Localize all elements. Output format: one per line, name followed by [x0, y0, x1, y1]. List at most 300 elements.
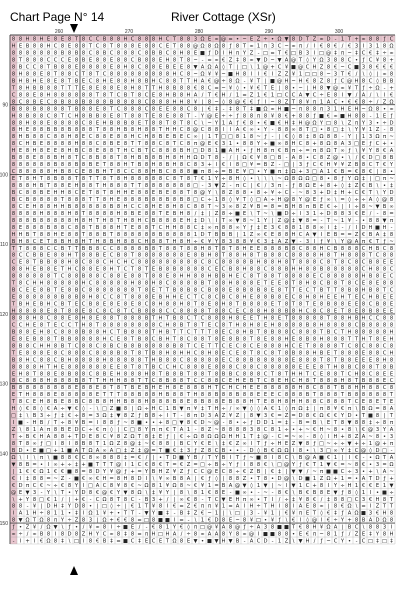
- svg-text:▼: ▼: [242, 406, 247, 413]
- svg-text:8: 8: [151, 238, 156, 245]
- svg-text:▼: ▼: [144, 510, 149, 517]
- svg-text:C: C: [60, 322, 65, 329]
- svg-text:8: 8: [67, 350, 72, 357]
- svg-text:C: C: [277, 392, 282, 399]
- svg-text:H: H: [123, 176, 128, 183]
- svg-text:8: 8: [263, 385, 268, 392]
- svg-text:8: 8: [158, 71, 163, 78]
- svg-text:C: C: [130, 538, 135, 545]
- svg-text:C: C: [186, 162, 191, 169]
- svg-text:8: 8: [193, 266, 198, 273]
- svg-text:B: B: [53, 162, 58, 169]
- svg-text:8: 8: [158, 273, 163, 280]
- svg-text:A: A: [389, 454, 394, 461]
- svg-text:Ω: Ω: [130, 434, 135, 441]
- svg-text:8: 8: [144, 183, 149, 189]
- svg-text:T: T: [144, 378, 149, 385]
- svg-text:8: 8: [88, 203, 93, 210]
- svg-text:E: E: [25, 203, 30, 210]
- svg-text:8: 8: [249, 113, 254, 120]
- svg-text:8: 8: [207, 399, 212, 406]
- svg-text:C: C: [186, 440, 191, 447]
- svg-text:8: 8: [172, 148, 177, 155]
- svg-text:B: B: [207, 287, 212, 294]
- svg-text:◊: ◊: [376, 78, 379, 85]
- svg-text:8: 8: [375, 322, 380, 329]
- svg-text:C: C: [67, 322, 72, 329]
- svg-text:8: 8: [263, 259, 268, 266]
- svg-text:€: €: [193, 85, 198, 92]
- svg-text:8: 8: [256, 322, 261, 329]
- svg-text:8: 8: [186, 196, 191, 203]
- svg-text:C: C: [186, 203, 191, 210]
- svg-text:+: +: [389, 57, 394, 64]
- svg-text:÷: ÷: [340, 440, 345, 447]
- svg-text:B: B: [81, 420, 86, 427]
- svg-text:□: □: [312, 169, 317, 176]
- svg-text:8: 8: [382, 252, 387, 259]
- svg-text:E: E: [60, 364, 65, 371]
- svg-text:▼: ▼: [347, 440, 352, 447]
- svg-text:3: 3: [263, 524, 268, 531]
- svg-text:T: T: [214, 134, 219, 141]
- svg-text:B: B: [221, 482, 226, 489]
- svg-text:Ω: Ω: [305, 183, 310, 189]
- svg-text:8: 8: [102, 203, 107, 210]
- svg-text:B: B: [109, 203, 114, 210]
- svg-text:8: 8: [179, 343, 184, 350]
- svg-text:E: E: [333, 308, 338, 315]
- svg-text:8: 8: [144, 294, 149, 301]
- svg-text:T: T: [312, 392, 317, 399]
- svg-text:■: ■: [235, 210, 240, 217]
- svg-text:I: I: [54, 440, 57, 447]
- svg-text:8: 8: [109, 280, 114, 287]
- svg-text:Y: Y: [291, 461, 296, 468]
- svg-text:8: 8: [151, 308, 156, 315]
- svg-text:8: 8: [95, 280, 100, 287]
- svg-text:Y: Y: [354, 127, 359, 134]
- svg-text:Ω: Ω: [102, 413, 107, 420]
- svg-text:A: A: [340, 141, 345, 148]
- svg-text:B: B: [144, 78, 149, 85]
- svg-text:D: D: [263, 57, 268, 64]
- svg-text:€: €: [354, 454, 359, 461]
- svg-text:=: =: [81, 468, 86, 475]
- svg-text:8: 8: [382, 43, 387, 50]
- svg-text:E: E: [60, 287, 65, 294]
- svg-text:ƒ: ƒ: [278, 517, 281, 524]
- svg-text:H: H: [25, 141, 30, 148]
- svg-text:E: E: [382, 378, 387, 385]
- svg-text:8: 8: [67, 294, 72, 301]
- svg-text:Y: Y: [95, 531, 100, 538]
- svg-text:E: E: [137, 43, 142, 50]
- svg-text:8: 8: [368, 36, 373, 43]
- svg-text:@: @: [115, 461, 122, 468]
- svg-text:8: 8: [39, 113, 44, 120]
- svg-text:€: €: [207, 489, 212, 496]
- svg-text:T: T: [109, 385, 114, 392]
- svg-text:C: C: [221, 266, 226, 273]
- svg-text:~: ~: [333, 217, 338, 224]
- svg-text:8: 8: [214, 252, 219, 259]
- svg-text:8: 8: [39, 322, 44, 329]
- svg-text:T: T: [305, 301, 310, 308]
- svg-text:3: 3: [368, 510, 373, 517]
- svg-text:A: A: [228, 482, 233, 489]
- svg-text:Ω: Ω: [354, 510, 359, 517]
- svg-text:E: E: [39, 238, 44, 245]
- svg-text:8: 8: [235, 280, 240, 287]
- svg-text:B: B: [102, 231, 107, 238]
- svg-text:H: H: [193, 78, 198, 85]
- svg-text:C: C: [284, 92, 289, 99]
- svg-text:Ω: Ω: [375, 85, 380, 92]
- svg-text:I: I: [243, 503, 246, 510]
- svg-text:€: €: [242, 468, 247, 475]
- svg-text:8: 8: [11, 50, 16, 57]
- svg-text:8: 8: [11, 266, 16, 273]
- svg-text:C: C: [95, 141, 100, 148]
- svg-text:8: 8: [88, 336, 93, 343]
- svg-text:∞: ∞: [249, 43, 254, 50]
- svg-text:8: 8: [186, 308, 191, 315]
- svg-text:~: ~: [368, 434, 373, 441]
- svg-text:-: -: [145, 524, 148, 531]
- svg-text:▼: ▼: [375, 203, 380, 210]
- svg-text:1: 1: [333, 106, 338, 113]
- svg-text:E: E: [179, 64, 184, 71]
- svg-text:C: C: [109, 50, 114, 57]
- svg-text:8: 8: [81, 141, 86, 148]
- svg-text:T: T: [249, 434, 254, 441]
- svg-text:E: E: [95, 85, 100, 92]
- svg-text:C: C: [109, 294, 114, 301]
- svg-text:E: E: [151, 189, 156, 196]
- svg-text:B: B: [340, 169, 345, 176]
- svg-text:I: I: [215, 217, 218, 224]
- svg-text:8: 8: [18, 308, 23, 315]
- svg-text:Y: Y: [263, 127, 268, 134]
- svg-text:E: E: [67, 427, 72, 434]
- svg-text:H: H: [137, 127, 142, 134]
- svg-text:8: 8: [172, 189, 177, 196]
- svg-text:E: E: [32, 329, 37, 336]
- svg-text:8: 8: [53, 343, 58, 350]
- svg-text:•: •: [249, 489, 254, 496]
- svg-text:▼: ▼: [11, 461, 16, 468]
- svg-text:E: E: [242, 378, 247, 385]
- svg-text:D: D: [298, 413, 303, 420]
- svg-text:T: T: [326, 287, 331, 294]
- svg-text:8: 8: [158, 350, 163, 357]
- svg-text:T: T: [130, 510, 135, 517]
- svg-text:8: 8: [165, 266, 170, 273]
- svg-text:H: H: [158, 392, 163, 399]
- svg-text:•: •: [200, 538, 205, 545]
- svg-text:E: E: [319, 203, 324, 210]
- svg-text:Y: Y: [144, 427, 149, 434]
- svg-text:E: E: [361, 210, 366, 217]
- svg-text:8: 8: [18, 36, 23, 43]
- svg-text:ƒ: ƒ: [320, 196, 323, 203]
- svg-text:E: E: [375, 399, 380, 406]
- svg-text:8: 8: [116, 43, 121, 50]
- svg-text:8: 8: [305, 399, 310, 406]
- svg-text:E: E: [361, 531, 366, 538]
- svg-text:€: €: [361, 231, 366, 238]
- svg-text:C: C: [137, 50, 142, 57]
- svg-text:T: T: [207, 203, 212, 210]
- svg-text:-: -: [271, 538, 274, 545]
- svg-text:8: 8: [221, 189, 226, 196]
- svg-text:B: B: [81, 245, 86, 252]
- svg-text:◊: ◊: [320, 510, 323, 517]
- svg-text:8: 8: [179, 378, 184, 385]
- svg-text:8: 8: [277, 231, 282, 238]
- svg-text:8: 8: [102, 57, 107, 64]
- svg-text:B: B: [291, 350, 296, 357]
- svg-text:H: H: [389, 350, 394, 357]
- svg-text:H: H: [32, 176, 37, 183]
- svg-text:1: 1: [256, 92, 261, 99]
- svg-text:H: H: [102, 78, 107, 85]
- svg-text:8: 8: [375, 36, 380, 43]
- svg-text:÷: ÷: [74, 413, 79, 420]
- svg-text:T: T: [291, 301, 296, 308]
- svg-text:€: €: [74, 454, 79, 461]
- svg-text:8: 8: [207, 392, 212, 399]
- svg-text:8: 8: [305, 385, 310, 392]
- svg-text:3: 3: [95, 413, 100, 420]
- svg-text:€: €: [95, 427, 100, 434]
- svg-text:B: B: [25, 434, 30, 441]
- svg-text:8: 8: [144, 252, 149, 259]
- svg-text:∞: ∞: [109, 531, 114, 538]
- svg-text:ƒ: ƒ: [306, 162, 309, 169]
- svg-text:A: A: [74, 447, 79, 454]
- svg-text:C: C: [67, 224, 72, 231]
- svg-text:C: C: [109, 252, 114, 259]
- svg-text:8: 8: [88, 399, 93, 406]
- svg-text:8: 8: [137, 322, 142, 329]
- svg-text:◊: ◊: [320, 434, 323, 441]
- svg-text:E: E: [312, 273, 317, 280]
- svg-text:B: B: [25, 113, 30, 120]
- svg-text:8: 8: [340, 301, 345, 308]
- svg-text:E: E: [207, 440, 212, 447]
- svg-text:8: 8: [375, 266, 380, 273]
- svg-text:T: T: [291, 280, 296, 287]
- svg-text:ƒ: ƒ: [124, 468, 127, 475]
- svg-text:8: 8: [67, 120, 72, 127]
- svg-text:8: 8: [333, 266, 338, 273]
- svg-text:H: H: [354, 78, 359, 85]
- svg-text:3: 3: [39, 413, 44, 420]
- svg-text:|: |: [355, 134, 358, 141]
- svg-text:8: 8: [382, 315, 387, 322]
- svg-text:8: 8: [312, 78, 317, 85]
- svg-text:C: C: [158, 322, 163, 329]
- svg-text:■: ■: [123, 538, 128, 545]
- svg-text:1: 1: [375, 43, 380, 50]
- svg-text:ƒ: ƒ: [341, 531, 344, 538]
- svg-text:B: B: [354, 162, 359, 169]
- svg-text:C: C: [81, 427, 86, 434]
- svg-text:E: E: [109, 134, 114, 141]
- svg-text:8: 8: [39, 203, 44, 210]
- svg-text:@: @: [192, 43, 199, 50]
- svg-text:3: 3: [200, 162, 205, 169]
- svg-text:E: E: [256, 245, 261, 252]
- svg-text:C: C: [354, 364, 359, 371]
- svg-text:B: B: [158, 357, 163, 364]
- svg-text:E: E: [354, 308, 359, 315]
- svg-text:T: T: [74, 245, 79, 252]
- svg-text:A: A: [39, 427, 44, 434]
- svg-text:T: T: [305, 343, 310, 350]
- svg-text:H: H: [277, 259, 282, 266]
- svg-text:8: 8: [39, 245, 44, 252]
- svg-text:A: A: [263, 196, 268, 203]
- svg-text:T: T: [375, 238, 380, 245]
- svg-text:C: C: [200, 315, 205, 322]
- svg-text:H: H: [249, 503, 254, 510]
- svg-text:T: T: [277, 273, 282, 280]
- svg-text:8: 8: [207, 99, 212, 106]
- svg-text:E: E: [11, 294, 16, 301]
- svg-text:-: -: [271, 434, 274, 441]
- svg-text:H: H: [312, 64, 317, 71]
- svg-text:D: D: [67, 531, 72, 538]
- svg-text:@: @: [129, 440, 136, 447]
- svg-text:C: C: [74, 189, 79, 196]
- svg-text:÷: ÷: [319, 92, 324, 99]
- svg-text:8: 8: [263, 155, 268, 162]
- svg-text:C: C: [235, 343, 240, 350]
- svg-text:8: 8: [123, 287, 128, 294]
- svg-text:Ω: Ω: [235, 78, 240, 85]
- svg-text:•: •: [375, 120, 380, 127]
- svg-text:8: 8: [354, 461, 359, 468]
- svg-text:8: 8: [39, 315, 44, 322]
- svg-text:€: €: [256, 85, 261, 92]
- svg-text:ƒ: ƒ: [54, 413, 57, 420]
- svg-text:C: C: [305, 287, 310, 294]
- svg-text:8: 8: [284, 329, 289, 336]
- svg-text:8: 8: [375, 434, 380, 441]
- svg-text:C: C: [81, 155, 86, 162]
- svg-text:C: C: [256, 538, 261, 545]
- svg-text:•: •: [18, 524, 23, 531]
- svg-text:8: 8: [361, 78, 366, 85]
- svg-text:8: 8: [186, 50, 191, 57]
- svg-text:‡: ‡: [110, 413, 113, 420]
- svg-text:1: 1: [207, 176, 212, 183]
- svg-text:|: |: [173, 434, 176, 441]
- svg-text:I: I: [299, 210, 302, 217]
- svg-text:8: 8: [228, 420, 233, 427]
- svg-text:1: 1: [270, 510, 275, 517]
- svg-text:\: \: [292, 538, 295, 545]
- svg-text:1: 1: [186, 427, 191, 434]
- svg-text:H: H: [151, 78, 156, 85]
- svg-text:B: B: [39, 183, 44, 189]
- svg-text:E: E: [137, 210, 142, 217]
- svg-text:C: C: [130, 169, 135, 176]
- svg-text:8: 8: [81, 336, 86, 343]
- svg-text:C: C: [368, 371, 373, 378]
- svg-text:8: 8: [277, 489, 282, 496]
- svg-text:|: |: [271, 482, 274, 489]
- svg-text:8: 8: [53, 427, 58, 434]
- svg-text:C: C: [354, 322, 359, 329]
- svg-text:8: 8: [326, 134, 331, 141]
- svg-text:1: 1: [354, 482, 359, 489]
- svg-text:8: 8: [32, 169, 37, 176]
- svg-text:H: H: [81, 315, 86, 322]
- svg-text:Ω: Ω: [382, 517, 387, 524]
- svg-text:8: 8: [137, 106, 142, 113]
- svg-text:8: 8: [158, 343, 163, 350]
- svg-text:8: 8: [368, 322, 373, 329]
- svg-text:T: T: [116, 266, 121, 273]
- svg-text:Z: Z: [326, 155, 331, 162]
- svg-text:C: C: [81, 120, 86, 127]
- svg-text:8: 8: [32, 392, 37, 399]
- svg-text:∞: ∞: [326, 196, 331, 203]
- svg-text:8: 8: [305, 357, 310, 364]
- svg-text:÷: ÷: [116, 503, 121, 510]
- svg-text:8: 8: [291, 364, 296, 371]
- svg-text:8: 8: [109, 224, 114, 231]
- svg-text:€: €: [179, 524, 184, 531]
- svg-text:8: 8: [39, 294, 44, 301]
- svg-text:∞: ∞: [277, 141, 282, 148]
- svg-text:B: B: [123, 329, 128, 336]
- svg-text:8: 8: [102, 127, 107, 134]
- svg-text:8: 8: [368, 385, 373, 392]
- svg-text:8: 8: [95, 99, 100, 106]
- svg-text:□: □: [382, 538, 387, 545]
- svg-text:÷: ÷: [67, 517, 72, 524]
- svg-text:÷: ÷: [67, 461, 72, 468]
- svg-text:8: 8: [235, 315, 240, 322]
- svg-text:@: @: [346, 238, 353, 245]
- svg-text:◊: ◊: [215, 475, 218, 482]
- svg-text:\: \: [61, 524, 64, 531]
- svg-text:~: ~: [291, 78, 296, 85]
- svg-text:E: E: [158, 434, 163, 441]
- svg-text:D: D: [263, 420, 268, 427]
- svg-text:8: 8: [242, 517, 247, 524]
- svg-text:8: 8: [333, 210, 338, 217]
- svg-text:T: T: [95, 71, 100, 78]
- svg-text:∞: ∞: [214, 57, 219, 64]
- svg-text:C: C: [368, 57, 373, 64]
- svg-text:T: T: [11, 399, 16, 406]
- svg-text:Y: Y: [340, 517, 345, 524]
- svg-text:•: •: [270, 475, 275, 482]
- svg-text:∞: ∞: [32, 531, 37, 538]
- svg-text:D: D: [46, 503, 51, 510]
- svg-text:Y: Y: [60, 517, 65, 524]
- svg-text:C: C: [32, 64, 37, 71]
- svg-text:T: T: [95, 440, 100, 447]
- svg-text:8: 8: [137, 315, 142, 322]
- svg-text:C: C: [158, 141, 163, 148]
